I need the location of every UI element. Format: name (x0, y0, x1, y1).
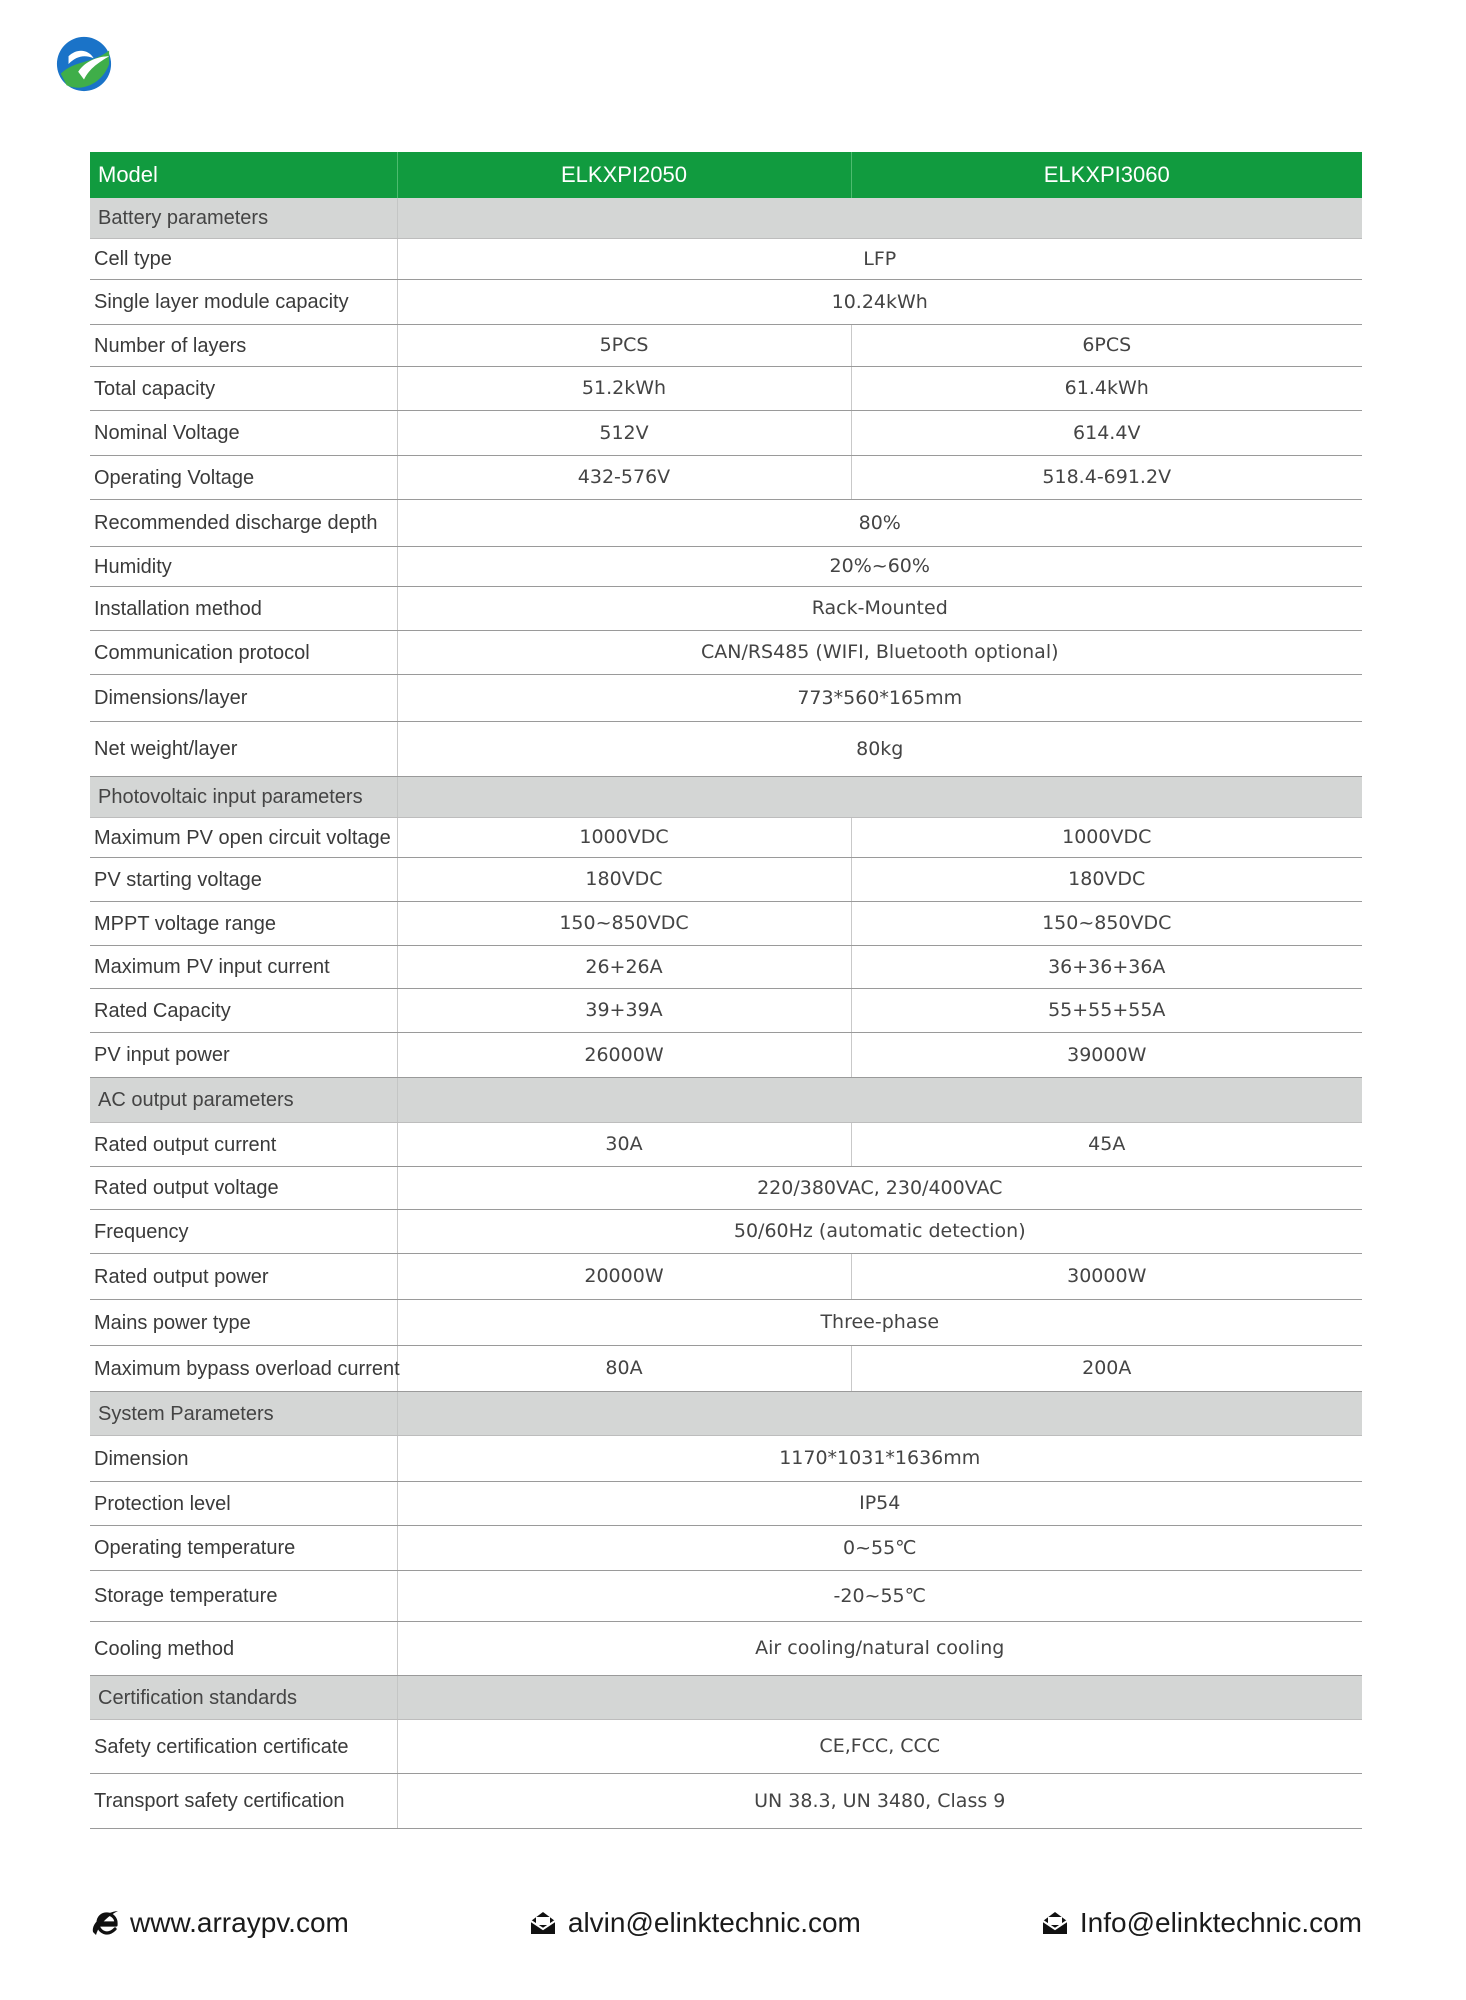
footer-email-sales[interactable] (528, 1907, 861, 1939)
row-value: LFP (397, 239, 1362, 280)
row-label-mppt-voltage-range: MPPT voltage range (90, 902, 397, 946)
row-value: Rack-Mounted (397, 587, 1362, 631)
table-row (90, 547, 1362, 587)
row-label-operating-temperature: Operating temperature (90, 1526, 397, 1571)
row-label-communication-protocol: Communication protocol (90, 631, 397, 675)
row-label-operating-voltage: Operating Voltage (90, 456, 397, 500)
section-header-row (90, 1392, 1362, 1436)
table-row (90, 1482, 1362, 1526)
row-value: 80kg (397, 722, 1362, 777)
row-value-model-1: 26+26A (397, 946, 851, 989)
section-header-fill (397, 777, 1362, 818)
model-name-1: ELKXPI2050 (397, 152, 851, 198)
row-value: 80% (397, 500, 1362, 547)
model-label: Model (90, 152, 397, 198)
row-value: 220/380VAC, 230/400VAC (397, 1167, 1362, 1210)
email-sales-link[interactable]: alvin@elinktechnic.com (567, 1907, 861, 1938)
table-row (90, 587, 1362, 631)
table-row (90, 631, 1362, 675)
section-header-row (90, 777, 1362, 818)
row-value-model-1: 51.2kWh (397, 367, 851, 411)
row-label-recommended-discharge-depth: Recommended discharge depth (90, 500, 397, 547)
row-label-rated-output-power: Rated output power (90, 1254, 397, 1300)
row-label-safety-certification-certificate: Safety certification certificate (90, 1720, 397, 1774)
table-row (90, 675, 1362, 722)
table-row (90, 858, 1362, 902)
website-link[interactable]: www.arraypv.com (130, 1907, 349, 1938)
table-row (90, 1210, 1362, 1254)
row-value-model-2: 45A (851, 1123, 1362, 1167)
footer-contacts (90, 1898, 1362, 1948)
row-value-model-1: 1000VDC (397, 818, 851, 858)
row-value-model-2: 30000W (851, 1254, 1362, 1300)
section-title: AC output parameters (90, 1078, 397, 1123)
row-value-model-2: 180VDC (851, 858, 1362, 902)
section-title: Photovoltaic input parameters (90, 777, 397, 818)
row-value-model-2: 200A (851, 1346, 1362, 1392)
envelope-icon (528, 1908, 558, 1938)
row-label-pv-input-power: PV input power (90, 1033, 397, 1078)
footer-website[interactable] (90, 1907, 349, 1939)
brand-logo-icon (55, 35, 113, 93)
row-value: CAN/RS485 (WIFI, Bluetooth optional) (397, 631, 1362, 675)
row-label-rated-capacity: Rated Capacity (90, 989, 397, 1033)
row-label-dimensions-layer: Dimensions/layer (90, 675, 397, 722)
row-value: 773*560*165mm (397, 675, 1362, 722)
table-row (90, 239, 1362, 280)
email-info-link[interactable]: Info@elinktechnic.com (1079, 1907, 1362, 1938)
model-name-2: ELKXPI3060 (851, 152, 1362, 198)
row-value-model-2: 614.4V (851, 411, 1362, 456)
section-header-fill (397, 198, 1362, 239)
row-value-model-1: 30A (397, 1123, 851, 1167)
section-header-fill (397, 1676, 1362, 1720)
spec-table (90, 152, 1362, 1829)
row-label-number-of-layers: Number of layers (90, 325, 397, 367)
section-title: System Parameters (90, 1392, 397, 1436)
row-label-mains-power-type: Mains power type (90, 1300, 397, 1346)
row-value-model-2: 150~850VDC (851, 902, 1362, 946)
table-row (90, 946, 1362, 989)
table-row (90, 722, 1362, 777)
table-row (90, 1720, 1362, 1774)
row-label-dimension: Dimension (90, 1436, 397, 1482)
table-row (90, 280, 1362, 325)
row-value-model-2: 518.4-691.2V (851, 456, 1362, 500)
row-value: Air cooling/natural cooling (397, 1622, 1362, 1676)
table-row (90, 367, 1362, 411)
row-label-rated-output-current: Rated output current (90, 1123, 397, 1167)
row-label-rated-output-voltage: Rated output voltage (90, 1167, 397, 1210)
browser-e-icon (90, 1908, 120, 1938)
row-label-maximum-pv-input-current: Maximum PV input current (90, 946, 397, 989)
row-value-model-1: 150~850VDC (397, 902, 851, 946)
row-value: UN 38.3, UN 3480, Class 9 (397, 1774, 1362, 1829)
table-row (90, 1123, 1362, 1167)
table-row (90, 456, 1362, 500)
row-label-humidity: Humidity (90, 547, 397, 587)
spec-table-body (90, 152, 1362, 1829)
table-row (90, 1167, 1362, 1210)
section-header-row (90, 198, 1362, 239)
row-label-single-layer-module-capacity: Single layer module capacity (90, 280, 397, 325)
row-value-model-1: 432-576V (397, 456, 851, 500)
row-label-frequency: Frequency (90, 1210, 397, 1254)
row-value: 50/60Hz (automatic detection) (397, 1210, 1362, 1254)
row-value-model-2: 6PCS (851, 325, 1362, 367)
table-row (90, 325, 1362, 367)
row-value: 10.24kWh (397, 280, 1362, 325)
row-value-model-2: 61.4kWh (851, 367, 1362, 411)
section-title: Battery parameters (90, 198, 397, 239)
row-label-cooling-method: Cooling method (90, 1622, 397, 1676)
row-value-model-1: 5PCS (397, 325, 851, 367)
table-row (90, 1571, 1362, 1622)
row-value: 1170*1031*1636mm (397, 1436, 1362, 1482)
row-value-model-2: 36+36+36A (851, 946, 1362, 989)
row-value: IP54 (397, 1482, 1362, 1526)
row-value-model-1: 20000W (397, 1254, 851, 1300)
table-row (90, 989, 1362, 1033)
row-value-model-1: 80A (397, 1346, 851, 1392)
table-row (90, 1254, 1362, 1300)
section-header-fill (397, 1392, 1362, 1436)
row-value-model-2: 39000W (851, 1033, 1362, 1078)
table-row (90, 818, 1362, 858)
table-header-row (90, 152, 1362, 198)
table-row (90, 1346, 1362, 1392)
row-value: CE,FCC, CCC (397, 1720, 1362, 1774)
row-label-transport-safety-certification: Transport safety certification (90, 1774, 397, 1829)
row-value: -20~55℃ (397, 1571, 1362, 1622)
row-value-model-1: 512V (397, 411, 851, 456)
row-label-installation-method: Installation method (90, 587, 397, 631)
row-label-protection-level: Protection level (90, 1482, 397, 1526)
row-label-net-weight-layer: Net weight/layer (90, 722, 397, 777)
table-row (90, 500, 1362, 547)
section-header-row (90, 1078, 1362, 1123)
row-label-maximum-pv-open-circuit-voltage: Maximum PV open circuit voltage (90, 818, 397, 858)
row-value-model-1: 180VDC (397, 858, 851, 902)
row-label-cell-type: Cell type (90, 239, 397, 280)
table-row (90, 1622, 1362, 1676)
row-label-nominal-voltage: Nominal Voltage (90, 411, 397, 456)
row-value-model-1: 26000W (397, 1033, 851, 1078)
row-label-pv-starting-voltage: PV starting voltage (90, 858, 397, 902)
envelope-icon (1040, 1908, 1070, 1938)
table-row (90, 1033, 1362, 1078)
row-value: Three-phase (397, 1300, 1362, 1346)
row-value-model-2: 55+55+55A (851, 989, 1362, 1033)
table-row (90, 1300, 1362, 1346)
row-value-model-2: 1000VDC (851, 818, 1362, 858)
section-header-row (90, 1676, 1362, 1720)
row-label-total-capacity: Total capacity (90, 367, 397, 411)
section-title: Certification standards (90, 1676, 397, 1720)
table-row (90, 411, 1362, 456)
table-row (90, 1774, 1362, 1829)
footer-email-info[interactable] (1040, 1907, 1362, 1939)
row-value: 20%~60% (397, 547, 1362, 587)
row-label-storage-temperature: Storage temperature (90, 1571, 397, 1622)
row-value: 0~55℃ (397, 1526, 1362, 1571)
row-label-maximum-bypass-overload-current: Maximum bypass overload current (90, 1346, 397, 1392)
table-row (90, 902, 1362, 946)
table-row (90, 1526, 1362, 1571)
row-value-model-1: 39+39A (397, 989, 851, 1033)
section-header-fill (397, 1078, 1362, 1123)
table-row (90, 1436, 1362, 1482)
